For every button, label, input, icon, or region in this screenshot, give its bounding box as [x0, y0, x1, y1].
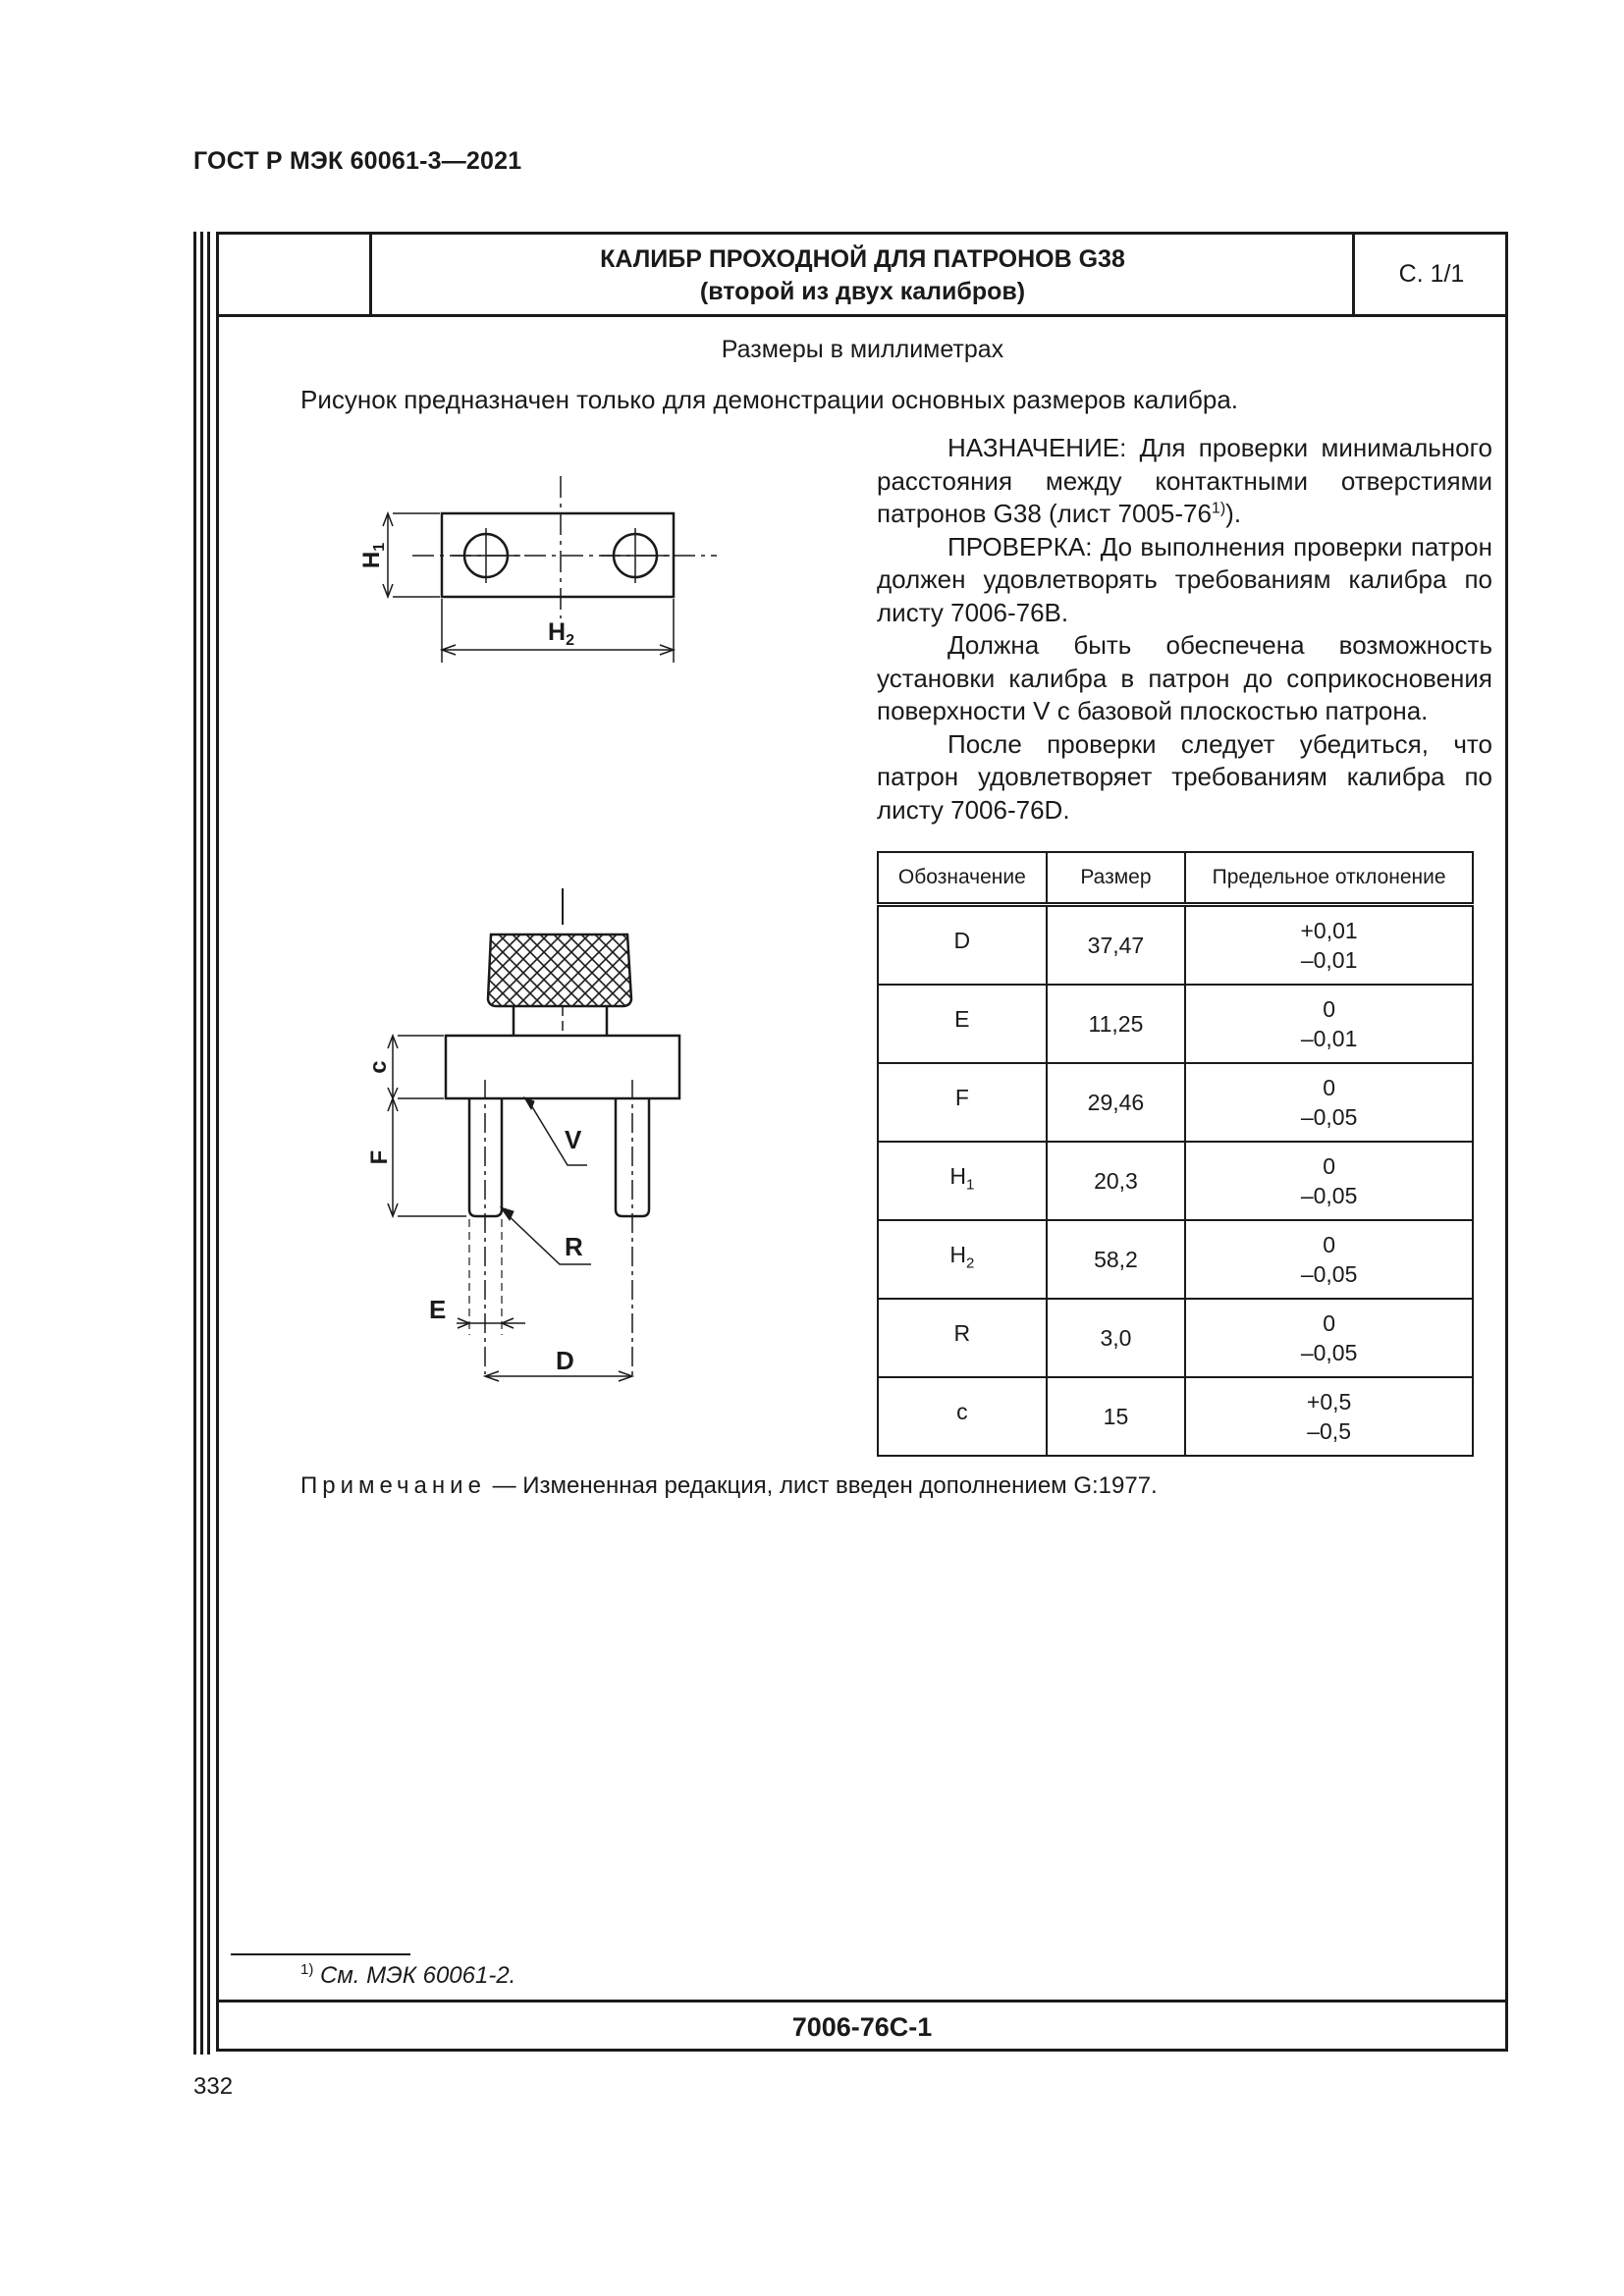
deviation-cell: [1185, 1220, 1473, 1299]
lower-deviation: –0,05: [1300, 1104, 1358, 1130]
sheet-title-line2: (второй из двух калибров): [699, 278, 1026, 305]
lower-deviation: –0,05: [1300, 1183, 1358, 1208]
upper-deviation: 0: [1323, 1310, 1335, 1336]
svg-text:H1: $H_1$: [358, 542, 388, 569]
frame-bar-2: [200, 232, 203, 2055]
lower-deviation: –0,01: [1300, 947, 1358, 973]
col-header-designation: Обозначение: [878, 852, 1047, 905]
v-label: V: [565, 1125, 582, 1154]
after-paragraph: После проверки следует убедиться, что патрон удовлетворяет требованиям калибра по листу 7006-76D.: [877, 728, 1492, 825]
upper-deviation: +0,5: [1306, 1389, 1352, 1415]
h2-label: $H_2$: [548, 618, 574, 649]
table-header-row: [878, 852, 1473, 905]
size-cell: 58,2: [1047, 1220, 1186, 1299]
upper-deviation: 0: [1323, 1153, 1335, 1179]
designation-cell: c: [878, 1377, 1047, 1456]
table-row: [878, 1377, 1473, 1456]
lower-deviation: –0,01: [1300, 1026, 1358, 1051]
top-view-drawing: [334, 471, 746, 667]
deviation-cell: [1185, 1142, 1473, 1220]
deviation-cell: [1185, 985, 1473, 1063]
deviation-cell: [1185, 905, 1473, 986]
size-cell: 37,47: [1047, 905, 1186, 986]
size-cell: 11,25: [1047, 985, 1186, 1063]
table-row: [878, 1220, 1473, 1299]
standard-header: ГОСТ Р МЭК 60061-3—2021: [193, 147, 522, 175]
table-row: [878, 985, 1473, 1063]
designation-cell: $H_2$: [878, 1220, 1047, 1299]
f-label: F: [366, 1149, 393, 1165]
sheet-title-line1: КАЛИБР ПРОХОДНОЙ ДЛЯ ПАТРОНОВ G38: [600, 245, 1125, 273]
designation-cell: F: [878, 1063, 1047, 1142]
e-label: E: [429, 1295, 447, 1324]
lower-deviation: –0,05: [1300, 1261, 1358, 1287]
designation-cell: $H_1$: [878, 1142, 1047, 1220]
description: [877, 432, 1492, 827]
side-view-drawing: [324, 883, 736, 1394]
lower-deviation: –0,05: [1300, 1340, 1358, 1365]
table-row: [878, 1063, 1473, 1142]
size-cell: 15: [1047, 1377, 1186, 1456]
check-paragraph: ПРОВЕРКА: До выполнения проверки патрон должен удовлетворять требованиям калибра по листу 7006-76В.: [877, 531, 1492, 627]
note-text: — Измененная редакция, лист введен дополнением G:1977.: [485, 1472, 1158, 1499]
designation-cell: D: [878, 905, 1047, 986]
intro-text: Рисунок предназначен только для демонстрации основных размеров калибра.: [300, 385, 1239, 414]
deviation-cell: [1185, 1299, 1473, 1377]
table-body: [878, 905, 1473, 1457]
frame-bar-3: [207, 232, 210, 2055]
deviation-cell: [1185, 1377, 1473, 1456]
r-label: R: [565, 1232, 583, 1261]
c-label: c: [365, 1060, 392, 1074]
size-cell: 29,46: [1047, 1063, 1186, 1142]
upper-deviation: 0: [1323, 996, 1335, 1022]
sheet-number: С. 1/1: [1398, 259, 1465, 288]
title-cell-divider-left: [369, 232, 372, 316]
title-divider: [216, 314, 1508, 317]
d-label: D: [556, 1346, 574, 1375]
footnote-rule: [231, 1953, 410, 1955]
must-paragraph: Должна быть обеспечена возможность установки калибра в патрон до соприкосновения поверхности V с базовой плоскостью патрона.: [877, 630, 1492, 725]
deviation-cell: [1185, 1063, 1473, 1142]
upper-deviation: +0,01: [1300, 918, 1358, 943]
note: [300, 1472, 1158, 1500]
col-header-deviation: Предельное отклонение: [1185, 852, 1473, 905]
sheet-title: [373, 243, 1352, 308]
lower-deviation: –0,5: [1307, 1418, 1351, 1444]
purpose-paragraph: НАЗНАЧЕНИЕ: Для проверки минимального расстояния между контактными отверстиями патронов G38 (лист 7005-76$^{1)}$).: [877, 433, 1492, 528]
note-label: Примечание: [300, 1472, 486, 1499]
size-cell: 20,3: [1047, 1142, 1186, 1220]
upper-deviation: 0: [1323, 1232, 1335, 1257]
page-number: 332: [193, 2073, 234, 2100]
h1-label: H: [358, 551, 385, 569]
footnote: $^{1)}$ См. МЭК 60061-2.: [300, 1961, 516, 1989]
designation-cell: R: [878, 1299, 1047, 1377]
units-note: Размеры в миллиметрах: [721, 336, 1004, 363]
frame-bar-1: [193, 232, 196, 2055]
sheet-code: 7006-76C-1: [791, 2011, 933, 2042]
col-header-size: Размер: [1047, 852, 1186, 905]
table-row: [878, 1142, 1473, 1220]
designation-cell: E: [878, 985, 1047, 1063]
upper-deviation: 0: [1323, 1075, 1335, 1100]
table-row: [878, 1299, 1473, 1377]
table-row: [878, 905, 1473, 986]
size-cell: 3,0: [1047, 1299, 1186, 1377]
dimensions-table: [877, 851, 1474, 1457]
